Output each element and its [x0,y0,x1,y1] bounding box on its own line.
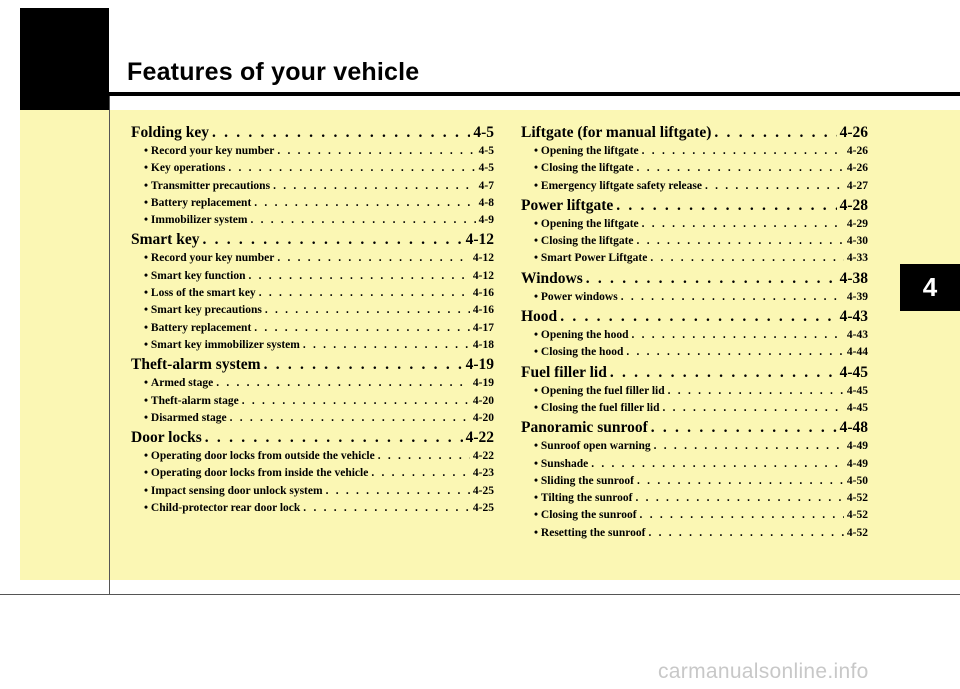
toc-entry-page: 4-20 [472,394,494,407]
leader-dots [560,306,836,327]
page-title: Features of your vehicle [127,58,420,86]
toc-entry-label: • Key operations [144,160,225,177]
toc-heading-page: 4-12 [465,231,494,249]
leader-dots [654,438,844,455]
toc-entry-label: • Opening the fuel filler lid [534,383,665,400]
toc-entry[interactable] [131,195,494,212]
toc-entry-page: 4-17 [472,321,494,334]
toc-entry-label: • Opening the liftgate [534,216,639,233]
toc-entry[interactable] [521,160,868,177]
toc-entry-label: • Opening the liftgate [534,143,639,160]
toc-heading[interactable] [521,122,868,143]
toc-entry-label: • Smart key precautions [144,302,262,319]
toc-entry-label: • Operating door locks from outside the vehicle [144,448,375,465]
toc-entry[interactable] [131,268,494,285]
leader-dots [250,212,475,229]
toc-right-column [521,122,868,542]
leader-dots [714,122,836,143]
leader-dots [642,143,844,160]
leader-dots [205,427,463,448]
toc-entry-page: 4-25 [472,502,494,515]
leader-dots [326,483,470,500]
leader-dots [650,250,844,267]
toc-entry[interactable] [131,178,494,195]
toc-entry-label: • Armed stage [144,375,213,392]
toc-entry-page: 4-20 [472,411,494,424]
toc-heading[interactable] [131,229,494,250]
toc-entry[interactable] [521,289,868,306]
leader-dots [616,195,836,216]
leader-dots [371,465,470,482]
leader-dots [640,507,844,524]
toc-section [131,354,494,427]
leader-dots [648,525,843,542]
toc-entry-page: 4-12 [472,269,494,282]
toc-heading-page: 4-38 [839,269,868,287]
toc-entry-page: 4-50 [846,474,868,487]
toc-entry-label: • Tilting the sunroof [534,490,633,507]
toc-heading[interactable] [521,195,868,216]
leader-dots [216,375,470,392]
leader-dots [277,143,475,160]
toc-heading-page: 4-19 [465,356,494,374]
toc-heading[interactable] [131,427,494,448]
leader-dots [591,456,844,473]
toc-heading-label: Door locks [131,429,202,447]
leader-dots [230,410,470,427]
toc-heading-label: Liftgate (for manual liftgate) [521,124,712,141]
toc-heading[interactable] [521,306,868,327]
toc-section [521,122,868,195]
toc-entry-page: 4-5 [478,145,494,157]
toc-heading-label: Fuel filler lid [521,363,607,381]
toc-entry-page: 4-45 [846,384,868,397]
toc-entry[interactable] [521,233,868,250]
toc-entry-label: • Theft-alarm stage [144,393,239,410]
toc-entry[interactable] [521,178,868,195]
toc-entry-page: 4-52 [846,509,868,522]
leader-dots [705,178,844,195]
toc-entry[interactable] [131,448,494,465]
toc-heading-page: 4-5 [473,124,494,141]
toc-entry[interactable] [521,327,868,344]
toc-entry-page: 4-19 [472,377,494,390]
toc-entry[interactable] [521,507,868,524]
toc-entry[interactable] [131,302,494,319]
toc-heading[interactable] [521,268,868,289]
toc-entry-label: • Transmitter precautions [144,178,270,195]
toc-entry-page: 4-5 [478,162,494,175]
toc-heading[interactable] [521,362,868,383]
leader-dots [202,229,462,250]
toc-entry-page: 4-30 [846,235,868,248]
toc-entry-label: • Record your key number [144,143,274,160]
toc-section [521,306,868,362]
toc-entry-label: • Loss of the smart key [144,285,256,302]
toc-heading-label: Panoramic sunroof [521,419,648,437]
leader-dots [228,160,475,177]
watermark-text: carmanualsonline.info [658,660,869,683]
leader-dots [254,320,470,337]
toc-entry-page: 4-8 [478,196,494,209]
toc-heading-label: Theft-alarm system [131,356,261,374]
toc-entry[interactable] [131,160,494,177]
toc-section [521,195,868,268]
leader-dots [212,122,470,143]
toc-entry-page: 4-18 [472,338,494,351]
header-divider [20,92,960,96]
toc-entry[interactable] [131,212,494,229]
toc-entry-label: • Closing the sunroof [534,507,637,524]
margin-divider [109,96,110,594]
toc-entry-page: 4-52 [846,492,868,505]
leader-dots [265,302,470,319]
toc-entry-page: 4-45 [846,401,868,414]
toc-entry[interactable] [131,375,494,392]
toc-entry-label: • Child-protector rear door lock [144,500,300,517]
toc-entry-label: • Closing the hood [534,344,623,361]
leader-dots [264,354,463,375]
leader-dots [259,285,470,302]
leader-dots [248,268,469,285]
toc-entry-label: • Smart Power Liftgate [534,250,647,267]
toc-entry[interactable] [521,473,868,490]
toc-heading[interactable] [521,417,868,438]
leader-dots [668,383,844,400]
toc-entry-label: • Battery replacement [144,320,251,337]
toc-entry-label: • Operating door locks from inside the vehicle [144,465,368,482]
toc-entry-page: 4-26 [846,145,868,157]
toc-entry[interactable] [131,320,494,337]
toc-entry-label: • Sunshade [534,456,588,473]
toc-entry[interactable] [131,393,494,410]
toc-entry[interactable] [131,250,494,267]
toc-heading-label: Folding key [131,124,209,141]
toc-entry-page: 4-26 [846,162,868,175]
toc-section [521,268,868,306]
toc-section [131,427,494,517]
toc-entry-page: 4-12 [472,252,494,265]
toc-entry-page: 4-25 [472,484,494,497]
toc-entry[interactable] [131,465,494,482]
toc-entry-label: • Emergency liftgate safety release [534,178,702,195]
toc-heading-page: 4-28 [839,196,868,214]
toc-heading-label: Power liftgate [521,196,614,214]
toc-heading-page: 4-22 [465,429,494,447]
toc-entry-page: 4-49 [846,440,868,453]
toc-entry-page: 4-22 [472,450,494,463]
toc-entry-page: 4-33 [846,252,868,265]
leader-dots [663,400,844,417]
toc-entry-page: 4-43 [846,329,868,342]
toc-entry-label: • Closing the fuel filler lid [534,400,660,417]
toc-entry[interactable] [521,490,868,507]
toc-entry-page: 4-29 [846,217,868,230]
toc-entry-label: • Sliding the sunroof [534,473,634,490]
toc-heading-page: 4-26 [839,124,868,141]
toc-entry[interactable] [131,337,494,354]
toc-entry-label: • Power windows [534,289,618,306]
toc-heading[interactable] [131,122,494,143]
leader-dots [637,160,844,177]
toc-entry[interactable] [521,438,868,455]
toc-section [521,362,868,418]
toc-entry-page: 4-7 [478,179,494,192]
toc-entry[interactable] [521,383,868,400]
leader-dots [277,250,470,267]
toc-entry-label: • Resetting the sunroof [534,525,645,542]
leader-dots [303,500,470,517]
footer-divider [0,594,960,595]
toc-entry[interactable] [131,410,494,427]
toc-entry-label: • Record your key number [144,250,274,267]
leader-dots [651,417,837,438]
leader-dots [637,233,844,250]
leader-dots [626,344,844,361]
toc-entry-page: 4-39 [846,290,868,303]
toc-heading-label: Smart key [131,231,200,249]
toc-section [521,417,868,542]
toc-entry[interactable] [521,143,868,160]
leader-dots [586,268,837,289]
toc-entry[interactable] [131,483,494,500]
toc-entry-page: 4-27 [846,179,868,192]
toc-entry-label: • Closing the liftgate [534,233,634,250]
toc-heading-label: Hood [521,308,558,326]
leader-dots [378,448,470,465]
toc-entry[interactable] [521,456,868,473]
toc-entry-label: • Immobilizer system [144,212,247,229]
toc-entry[interactable] [521,400,868,417]
toc-entry-label: • Smart key immobilizer system [144,337,300,354]
toc-entry[interactable] [131,143,494,160]
toc-section [131,229,494,354]
toc-left-column [131,122,494,517]
toc-entry[interactable] [521,344,868,361]
toc-section [131,122,494,229]
toc-heading-label: Windows [521,269,583,287]
toc-entry-page: 4-52 [846,526,868,539]
toc-entry-label: • Opening the hood [534,327,628,344]
toc-entry-page: 4-16 [472,304,494,317]
leader-dots [621,289,844,306]
leader-dots [273,178,476,195]
toc-entry-label: • Smart key function [144,268,245,285]
toc-heading-page: 4-43 [839,308,868,326]
leader-dots [637,473,844,490]
toc-heading[interactable] [131,354,494,375]
toc-entry-label: • Battery replacement [144,195,251,212]
toc-entry[interactable] [521,525,868,542]
toc-entry-label: • Sunroof open warning [534,438,651,455]
leader-dots [636,490,844,507]
toc-heading-page: 4-45 [839,363,868,381]
toc-entry-label: • Impact sensing door unlock system [144,483,323,500]
toc-entry[interactable] [521,216,868,233]
toc-entry-page: 4-49 [846,457,868,470]
toc-heading-page: 4-48 [839,419,868,437]
toc-entry-label: • Closing the liftgate [534,160,634,177]
leader-dots [303,337,470,354]
toc-entry[interactable] [131,285,494,302]
toc-entry-page: 4-23 [472,467,494,480]
toc-entry-page: 4-44 [846,346,868,359]
leader-dots [254,195,475,212]
toc-entry[interactable] [521,250,868,267]
toc-entry-page: 4-9 [478,214,494,227]
leader-dots [642,216,844,233]
leader-dots [631,327,843,344]
leader-dots [242,393,470,410]
chapter-tab[interactable]: 4 [900,264,960,311]
leader-dots [610,362,837,383]
toc-entry-label: • Disarmed stage [144,410,227,427]
toc-entry[interactable] [131,500,494,517]
toc-entry-page: 4-16 [472,287,494,300]
